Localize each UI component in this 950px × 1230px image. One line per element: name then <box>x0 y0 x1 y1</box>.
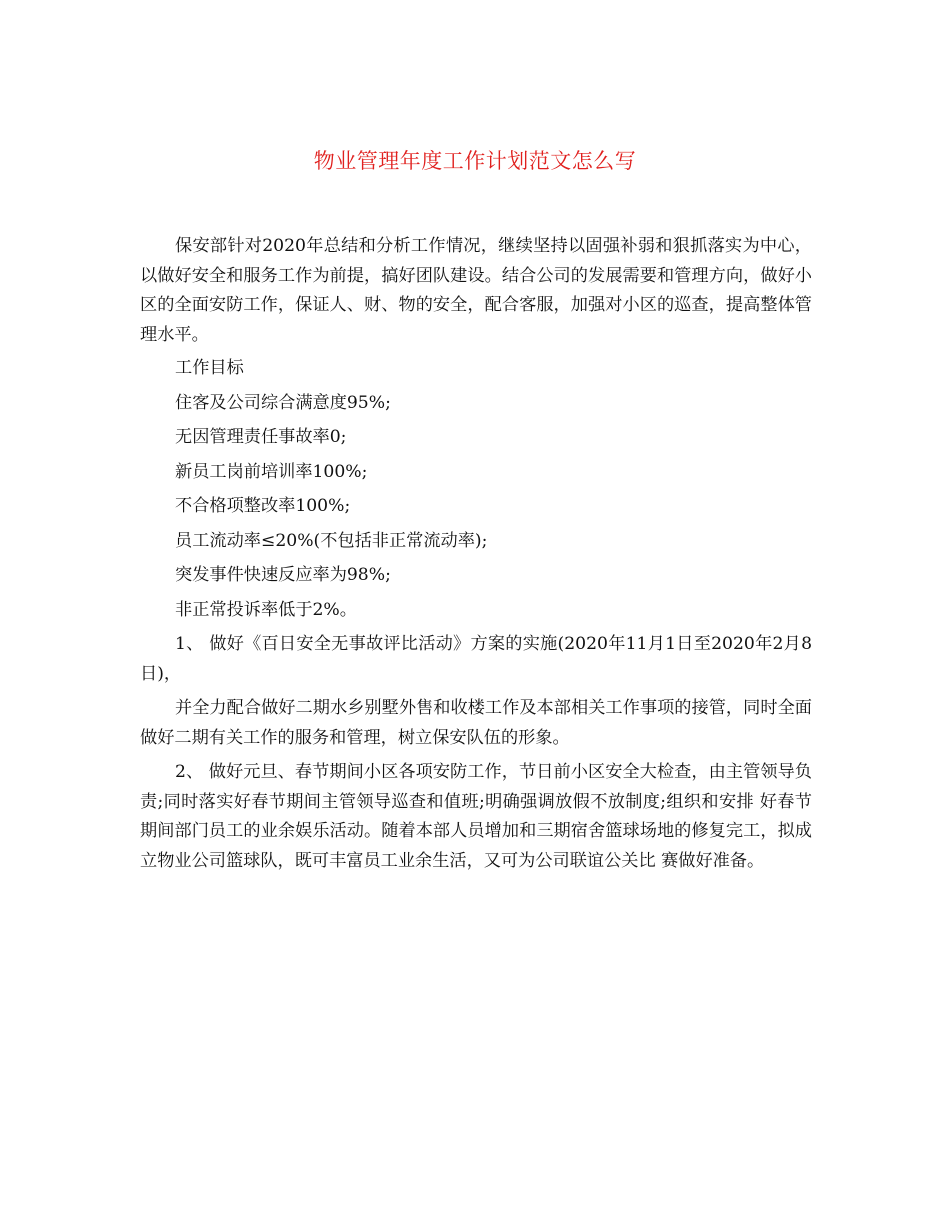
document-body <box>140 232 812 881</box>
task-paragraph-2: 2、 做好元旦、春节期间小区各项安防工作，节日前小区安全大检查，由主管领导负责;同时落实好春节期间主管领导巡查和值班;明确强调放假不放制度;组织和安排 好春节期间部门员工的业余娱乐活动。随着本部人员增加和三期宿舍篮球场地的修复完工，拟成立物业公司篮球队，既可丰富员工业余生活，又可为公司联谊公关比 赛做好准备。 <box>140 762 812 871</box>
goal-item: 非正常投诉率低于2%。 <box>175 599 357 620</box>
document-title: 物业管理年度工作计划范文怎么写 <box>313 149 637 173</box>
intro-paragraph: 保安部针对2020年总结和分析工作情况，继续坚持以固强补弱和狠抓落实为中心，以做好安全和服务工作为前提，搞好团队建设。结合公司的发展需要和管理方向，做好小区的全面安防工作，保证人、财、物的安全，配合客服，加强对小区的巡查，提高整体管理水平。 <box>140 236 812 345</box>
goal-item: 突发事件快速反应率为98%; <box>175 565 391 585</box>
goal-item: 不合格项整改率100%; <box>175 496 351 516</box>
task-paragraph-1-continued: 并全力配合做好二期水乡别墅外售和收楼工作及本部相关工作事项的接管，同时全面做好二期有关工作的服务和管理，树立保安队伍的形象。 <box>140 698 812 748</box>
task-paragraph-1: 1、 做好《百日安全无事故评比活动》方案的实施(2020年11月1日至2020年2月8日)， <box>140 634 812 684</box>
goal-item: 员工流动率≤20%(不包括非正常流动率); <box>175 530 488 551</box>
goal-item: 新员工岗前培训率100%; <box>175 461 368 482</box>
section-heading-goals: 工作目标 <box>175 358 244 378</box>
goal-item: 住客及公司综合满意度95%; <box>175 392 391 413</box>
goal-item: 无因管理责任事故率0; <box>175 427 347 447</box>
